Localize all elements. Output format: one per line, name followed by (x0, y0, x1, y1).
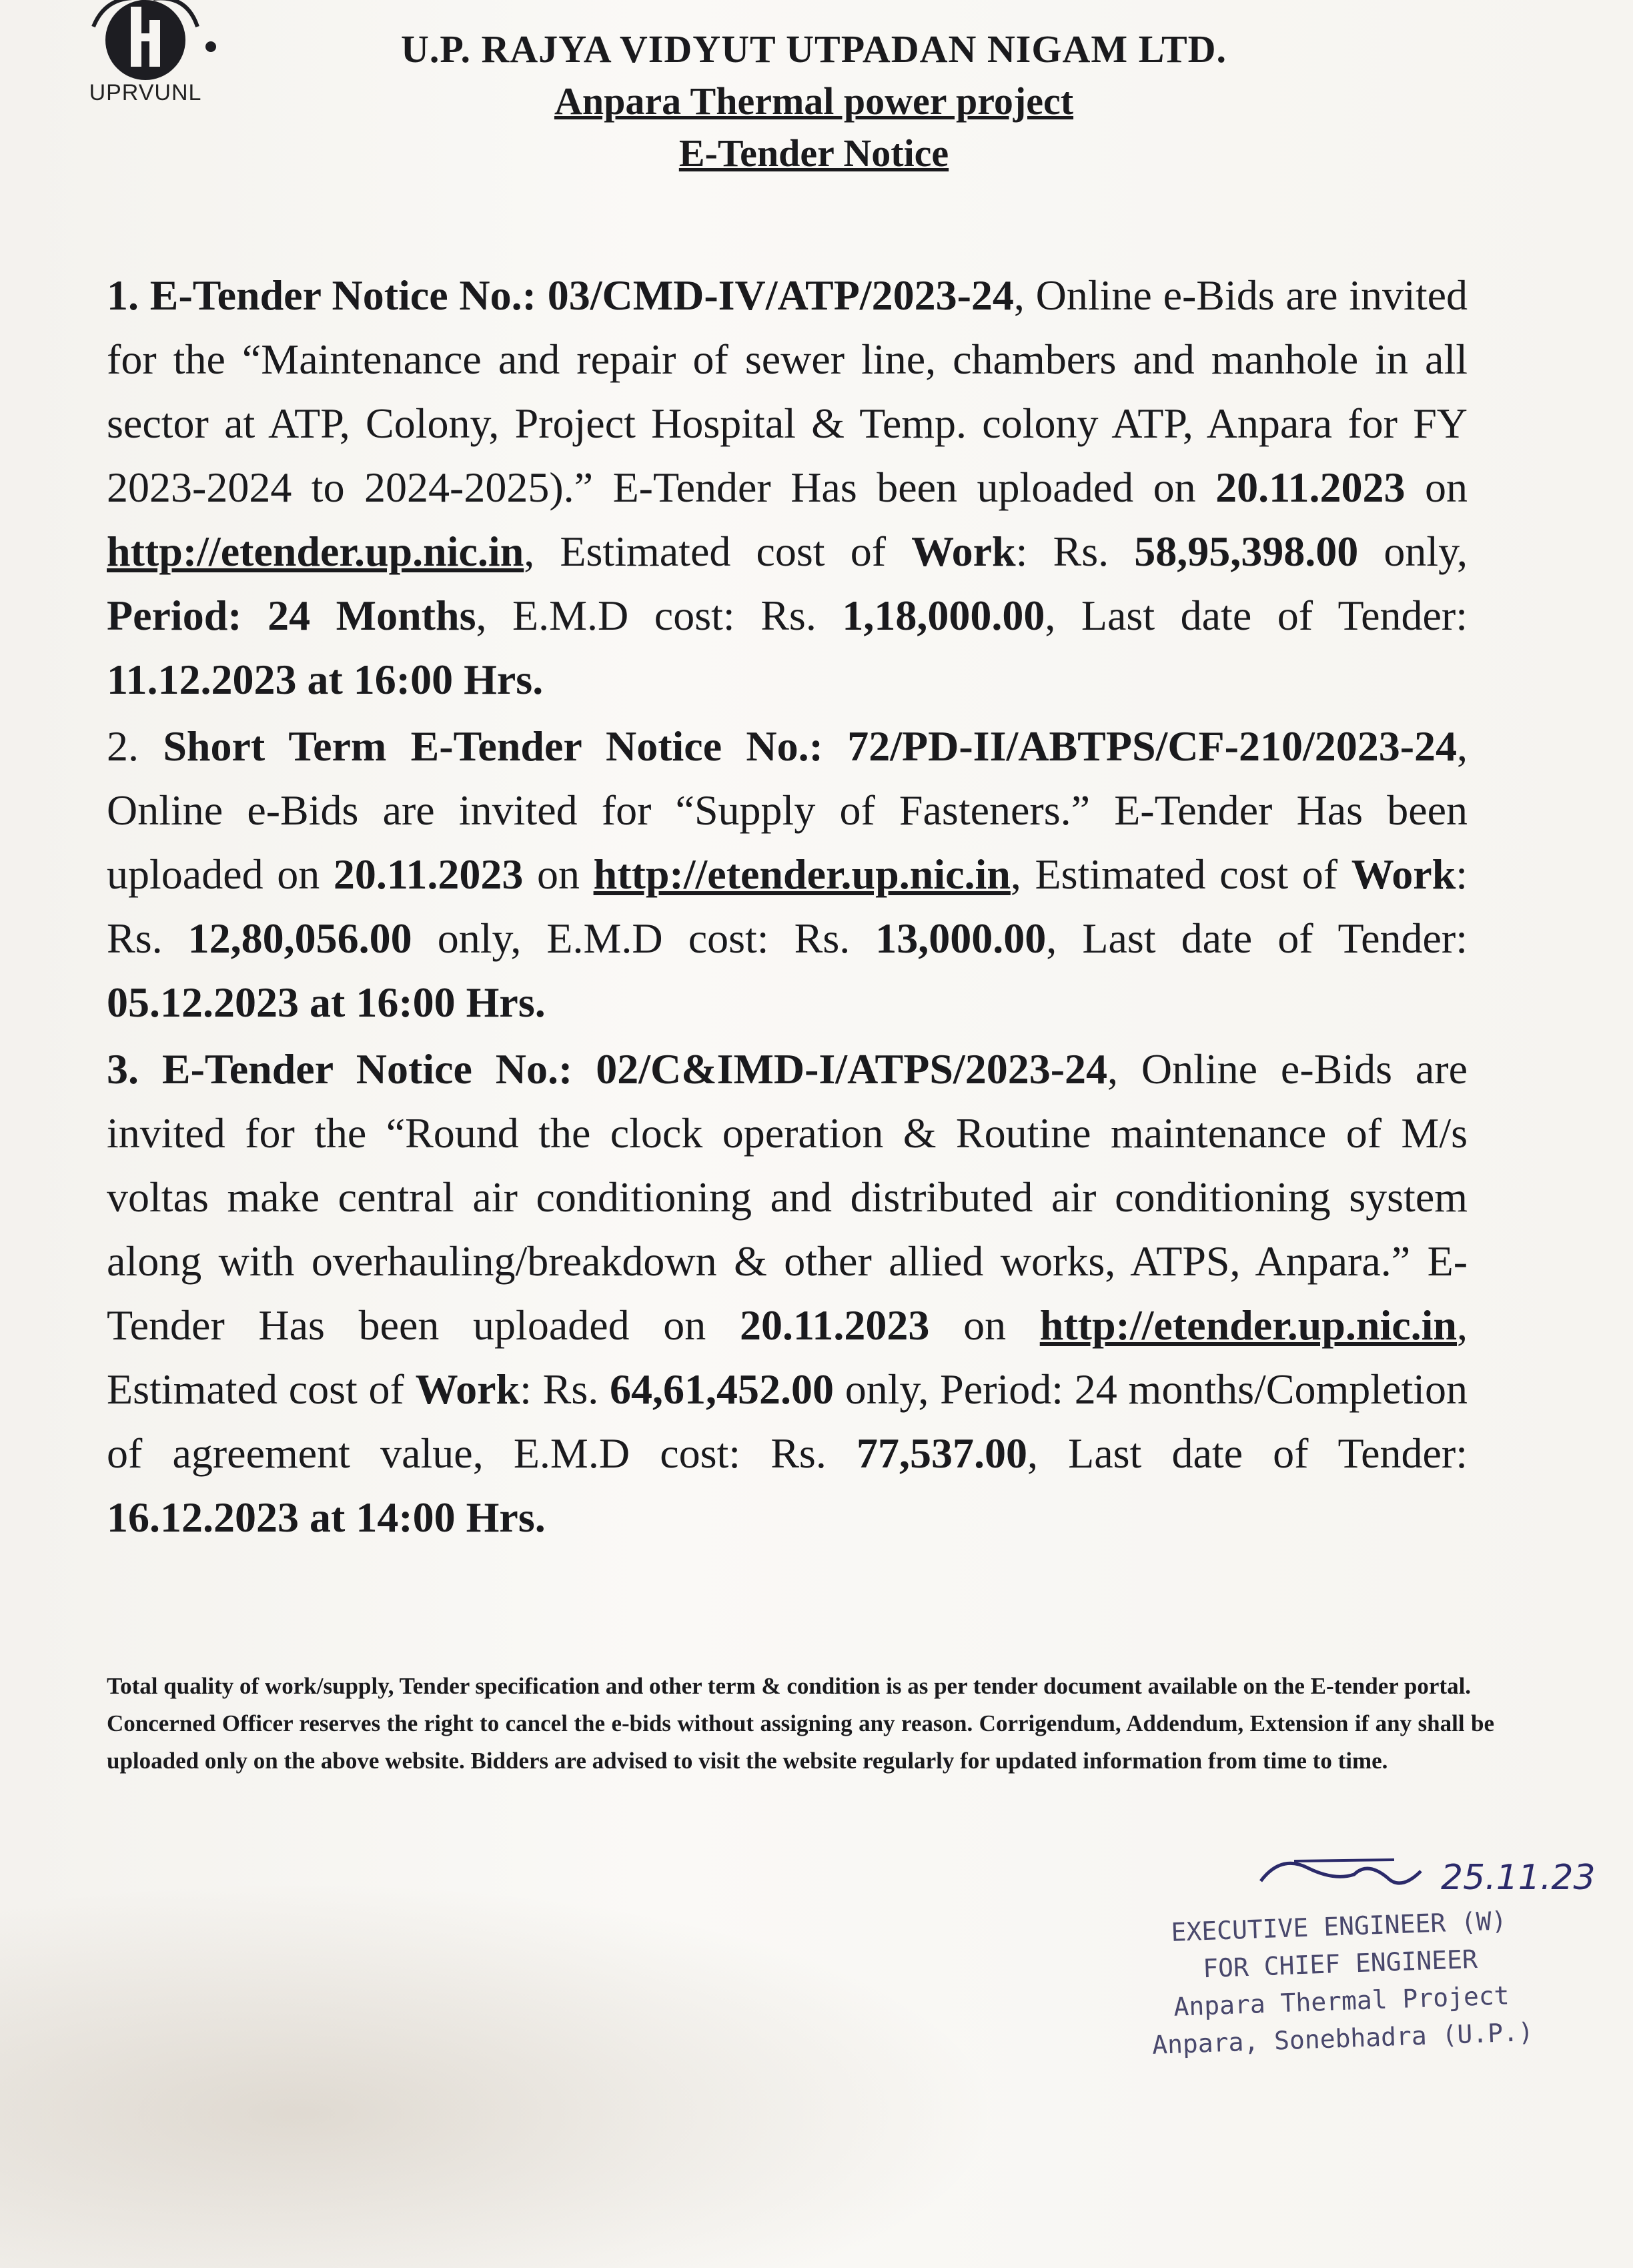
footer-notes (107, 1668, 1494, 1780)
item-text: , Last date of Tender: (1046, 915, 1468, 962)
item-number: 1. (107, 271, 139, 319)
item-text: , Online e-Bids are invited for the “Round the clock operation & Routine maintenance of M/s voltas make central air conditioning and distributed air conditioning system along with overhauling/breakdown & other allied works, ATPS, Anpara.” E-Tender Has been uploaded on (107, 1045, 1468, 1349)
notice-title: E-Tender Notice (678, 131, 949, 175)
estimated-cost: 12,80,056.00 (187, 915, 412, 962)
etender-link[interactable]: http://etender.up.nic.in (1039, 1301, 1458, 1349)
tender-item-3 (107, 1037, 1468, 1550)
item-text: , Online e-Bids are invited for “Supply of Fasteners.” E-Tender Has been uploaded on (107, 722, 1468, 898)
stamp-line-1: EXECUTIVE ENGINEER (W) (1170, 1906, 1508, 1947)
item-text: , Estimated cost of (1010, 851, 1351, 898)
period: Period: 24 Months (107, 592, 476, 639)
emd-cost: 77,537.00 (856, 1430, 1027, 1477)
work-label: Work (911, 528, 1016, 575)
item-text: only, Period: 24 months/Completion of agreement value, E.M.D cost: Rs. (107, 1365, 1468, 1477)
project-name: Anpara Thermal power project (554, 79, 1074, 123)
emd-cost: 13,000.00 (875, 915, 1047, 962)
header (347, 27, 1281, 179)
item-text: on (929, 1301, 1040, 1349)
estimated-cost: 58,95,398.00 (1134, 528, 1359, 575)
stamp-line-4: Anpara, Sonebhadra (U.P.) (1151, 2017, 1534, 2060)
item-text: , Estimated cost of (107, 1301, 1468, 1413)
footer-note-1: Total quality of work/supply, Tender specification and other term & condition is as per tender document available on the E-tender portal. (107, 1673, 1472, 1699)
item-text: , Online e-Bids are invited for the “Maintenance and repair of sewer line, chambers and manhole in all sector at ATP, Colony, Project Hospital & Temp. colony ATP, Anpara for FY 2023-2024 to 2024-2025).” E-Tender Has been uploaded on (107, 271, 1468, 511)
item-text: , Last date of Tender: (1045, 592, 1468, 639)
notice-number: 72/PD-II/ABTPS/CF-210/2023-24 (847, 722, 1458, 770)
upload-date: 20.11.2023 (333, 851, 524, 898)
item-number: 2. (107, 722, 139, 770)
stamp-line-3: Anpara Thermal Project (1173, 1980, 1510, 2022)
tender-list (107, 263, 1468, 1552)
item-text: , Last date of Tender: (1027, 1430, 1468, 1477)
item-text: only, E.M.D cost: Rs. (412, 915, 876, 962)
last-date: 11.12.2023 at 16:00 Hrs. (107, 656, 544, 703)
tender-item-1 (107, 263, 1468, 712)
notice-number: 02/C&IMD-I/ATPS/2023-24 (596, 1045, 1107, 1093)
notice-number: 03/CMD-IV/ATP/2023-24 (547, 271, 1014, 319)
photo-shadow (0, 1881, 1001, 2268)
item-text: : Rs. (520, 1365, 610, 1413)
logo-text: UPRVUNL (89, 80, 202, 105)
last-date: 16.12.2023 at 14:00 Hrs. (107, 1494, 546, 1541)
notice-label: Short Term E-Tender Notice No.: (163, 722, 823, 770)
official-stamp (1125, 1900, 1556, 2065)
etender-link[interactable]: http://etender.up.nic.in (107, 528, 524, 575)
item-text: on (523, 851, 594, 898)
upload-date: 20.11.2023 (739, 1301, 930, 1349)
stamp-line-2: FOR CHIEF ENGINEER (1202, 1944, 1478, 1984)
signature-date: 25.11.23 (1441, 1858, 1596, 1898)
tender-item-2 (107, 714, 1468, 1035)
item-number: 3. (107, 1045, 139, 1093)
item-text: only, (1358, 528, 1468, 575)
notice-label: E-Tender Notice No.: (149, 271, 536, 319)
item-text: : Rs. (1015, 528, 1135, 575)
item-text: on (1405, 464, 1468, 511)
estimated-cost: 64,61,452.00 (610, 1365, 834, 1413)
etender-link[interactable]: http://etender.up.nic.in (593, 851, 1011, 898)
last-date: 05.12.2023 at 16:00 Hrs. (107, 979, 546, 1026)
item-text: , Estimated cost of (524, 528, 912, 575)
work-label: Work (415, 1365, 520, 1413)
emd-cost: 1,18,000.00 (842, 592, 1045, 639)
notice-label: E-Tender Notice No.: (161, 1045, 573, 1093)
upload-date: 20.11.2023 (1215, 464, 1406, 511)
work-label: Work (1351, 851, 1456, 898)
item-text: , E.M.D cost: Rs. (476, 592, 843, 639)
org-name: U.P. RAJYA VIDYUT UTPADAN NIGAM LTD. (400, 27, 1227, 71)
item-text: : Rs. (107, 851, 1468, 962)
footer-note-2: Concerned Officer reserves the right to cancel the e-bids without assigning any reason. Corrigendum, Addendum, Extension if any shall be uploaded only on the above website. Bidders are advised to visit the website regularly for updated information from time to time. (107, 1710, 1494, 1774)
